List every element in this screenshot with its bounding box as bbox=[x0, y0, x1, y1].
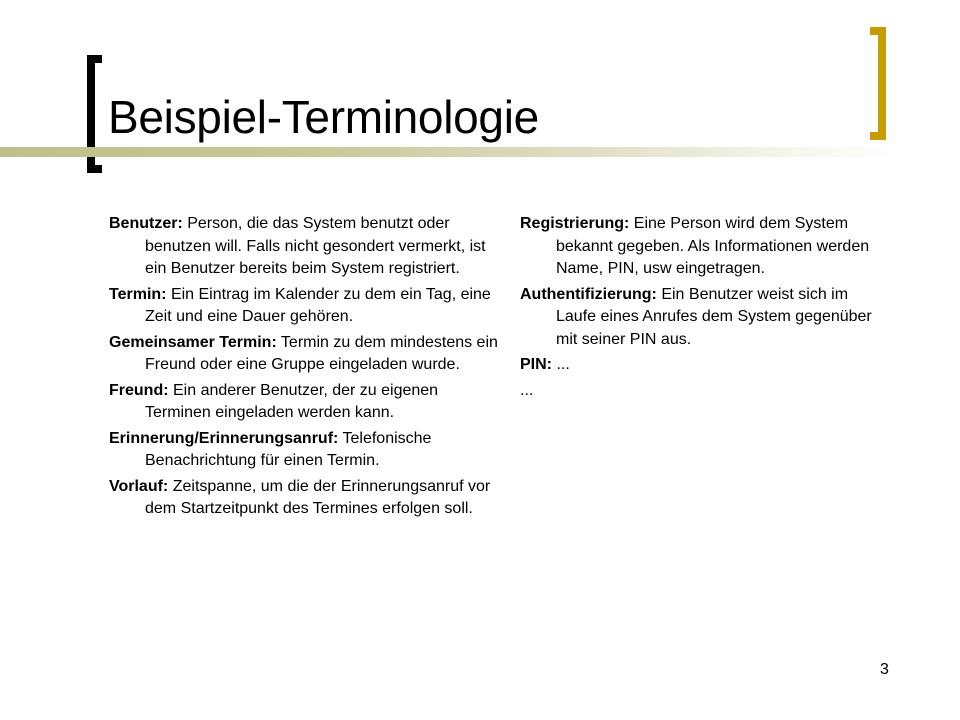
definition-item bbox=[520, 354, 890, 377]
definition-item bbox=[109, 380, 499, 425]
definition-term: Gemeinsamer Termin: bbox=[109, 333, 277, 351]
definition-term: Erinnerung/Erinnerungsanruf: bbox=[109, 429, 339, 447]
definition-text: Eine Person wird dem System bekannt gegeben. Als Informationen werden Name, PIN, usw eingetragen. bbox=[556, 215, 870, 277]
definition-item bbox=[520, 213, 890, 281]
definition-item bbox=[109, 476, 499, 521]
definition-term: Termin: bbox=[109, 285, 167, 303]
definition-text: Ein anderer Benutzer, der zu eigenen Terminen eingeladen werden kann. bbox=[145, 381, 439, 421]
definition-item bbox=[109, 213, 499, 281]
definition-text: ... bbox=[556, 356, 570, 373]
page-number: 3 bbox=[880, 661, 889, 678]
slide-title: Beispiel-Terminologie bbox=[108, 91, 539, 143]
definition-item bbox=[109, 332, 499, 377]
definition-text: Person, die das System benutzt oder benutzen will. Falls nicht gesondert vermerkt, ist ein Benutzer bereits beim System registriert. bbox=[145, 215, 486, 277]
definition-text: Telefonische Benachrichtung für einen Termin. bbox=[145, 429, 432, 469]
definition-text: Ein Benutzer weist sich im Laufe eines Anrufes dem System gegenüber mit seiner PIN aus. bbox=[556, 285, 872, 348]
right-column-list bbox=[520, 213, 890, 405]
definition-item bbox=[520, 380, 890, 403]
definition-text: Ein Eintrag im Kalender zu dem ein Tag, eine Zeit und eine Dauer gehören. bbox=[145, 285, 491, 325]
definition-item bbox=[109, 428, 499, 473]
definition-term: Authentifizierung: bbox=[520, 285, 657, 303]
definition-text: Termin zu dem mindestens ein Freund oder eine Gruppe eingeladen wurde. bbox=[145, 333, 498, 373]
definition-text: ... bbox=[520, 381, 534, 399]
title-underline-rule bbox=[0, 147, 905, 157]
definition-term: Registrierung: bbox=[520, 215, 630, 232]
definition-text: Zeitspanne, um die der Erinnerungsanruf vor dem Startzeitpunkt des Termines erfolgen soll. bbox=[145, 477, 491, 517]
definition-term: Benutzer: bbox=[109, 215, 183, 232]
left-column-list bbox=[109, 213, 499, 524]
definition-item bbox=[109, 284, 499, 329]
definition-item bbox=[520, 284, 890, 352]
definition-term: Freund: bbox=[109, 381, 169, 399]
definition-term: Vorlauf: bbox=[109, 477, 169, 495]
definition-term: PIN: bbox=[520, 356, 552, 373]
right-bracket-decoration bbox=[870, 27, 886, 140]
